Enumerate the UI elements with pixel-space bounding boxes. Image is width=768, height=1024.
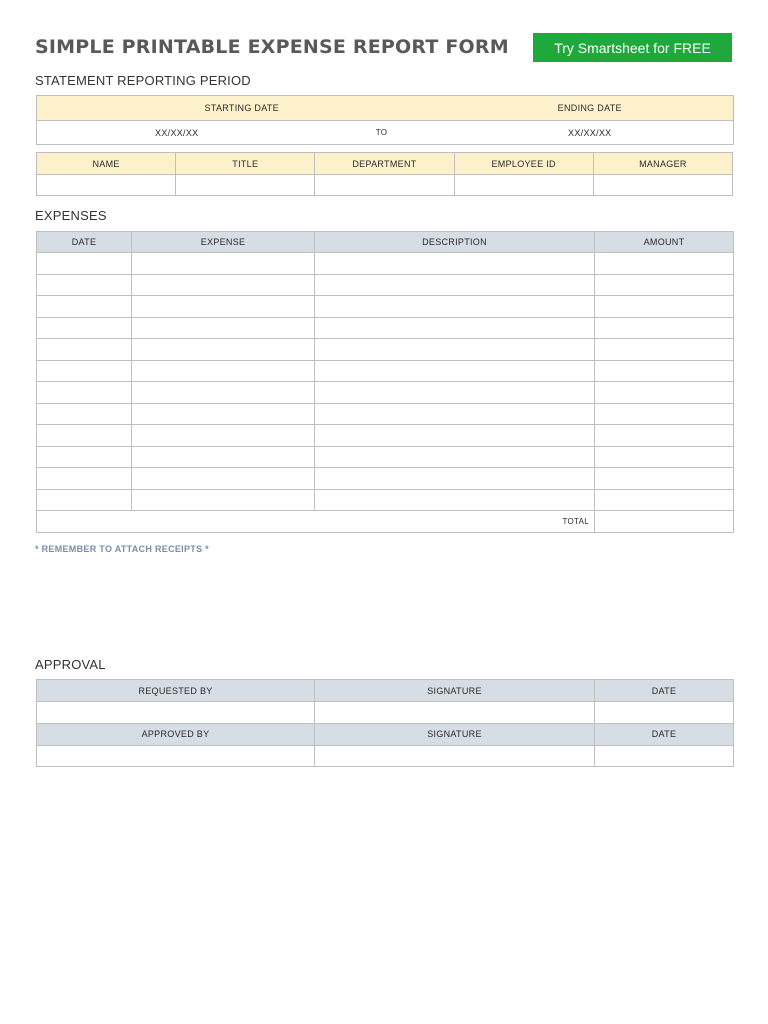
employee-header-employee-id: EMPLOYEE ID (454, 153, 593, 175)
expense-row (37, 296, 734, 318)
expense-cell-expense[interactable] (132, 274, 315, 296)
expense-cell-description[interactable] (315, 446, 595, 468)
expense-cell-amount[interactable] (595, 489, 734, 511)
expense-cell-amount[interactable] (595, 468, 734, 490)
requested-header-requested-by: REQUESTED BY (37, 680, 315, 702)
try-smartsheet-button[interactable]: Try Smartsheet for FREE (533, 33, 732, 62)
requested-field-requested-by[interactable] (37, 702, 315, 724)
approved-header-signature: SIGNATURE (315, 723, 595, 745)
expense-row (37, 468, 734, 490)
expense-cell-date[interactable] (37, 317, 132, 339)
expense-cell-expense[interactable] (132, 253, 315, 275)
expense-cell-amount[interactable] (595, 382, 734, 404)
attach-receipts-note: * REMEMBER TO ATTACH RECEIPTS * (35, 544, 209, 554)
expenses-table (36, 231, 734, 533)
expense-cell-description[interactable] (315, 403, 595, 425)
expense-cell-date[interactable] (37, 274, 132, 296)
expense-cell-date[interactable] (37, 296, 132, 318)
expense-row (37, 489, 734, 511)
expense-cell-amount[interactable] (595, 317, 734, 339)
employee-header-department: DEPARTMENT (315, 153, 454, 175)
expense-row (37, 360, 734, 382)
expense-row (37, 382, 734, 404)
expense-cell-date[interactable] (37, 446, 132, 468)
requested-field-date[interactable] (595, 702, 734, 724)
expense-cell-description[interactable] (315, 274, 595, 296)
ending-date-header: ENDING DATE (447, 96, 734, 121)
expense-cell-amount[interactable] (595, 339, 734, 361)
approval-table (36, 679, 734, 767)
expense-cell-date[interactable] (37, 253, 132, 275)
expense-cell-expense[interactable] (132, 360, 315, 382)
approved-header-approved-by: APPROVED BY (37, 723, 315, 745)
expense-row (37, 339, 734, 361)
employee-header-name: NAME (37, 153, 176, 175)
expenses-header-date: DATE (37, 232, 132, 253)
expense-cell-amount[interactable] (595, 253, 734, 275)
expense-cell-expense[interactable] (132, 339, 315, 361)
employee-field-title[interactable] (176, 175, 315, 196)
expense-cell-expense[interactable] (132, 468, 315, 490)
expense-cell-amount[interactable] (595, 425, 734, 447)
expense-row (37, 425, 734, 447)
approval-label: APPROVAL (35, 657, 106, 672)
expense-cell-amount[interactable] (595, 403, 734, 425)
expense-cell-description[interactable] (315, 253, 595, 275)
employee-field-name[interactable] (37, 175, 176, 196)
employee-field-employee-id[interactable] (454, 175, 593, 196)
expense-cell-description[interactable] (315, 296, 595, 318)
starting-date-value[interactable]: XX/XX/XX (37, 121, 317, 145)
expense-cell-description[interactable] (315, 382, 595, 404)
expense-cell-description[interactable] (315, 468, 595, 490)
expense-cell-amount[interactable] (595, 446, 734, 468)
expense-cell-expense[interactable] (132, 403, 315, 425)
expense-cell-amount[interactable] (595, 274, 734, 296)
ending-date-value[interactable]: XX/XX/XX (447, 121, 734, 145)
expense-cell-description[interactable] (315, 339, 595, 361)
employee-field-department[interactable] (315, 175, 454, 196)
expense-cell-amount[interactable] (595, 360, 734, 382)
expense-row (37, 274, 734, 296)
expense-cell-date[interactable] (37, 489, 132, 511)
expense-cell-description[interactable] (315, 425, 595, 447)
requested-header-date: DATE (595, 680, 734, 702)
employee-field-manager[interactable] (593, 175, 732, 196)
requested-header-signature: SIGNATURE (315, 680, 595, 702)
expenses-header-description: DESCRIPTION (315, 232, 595, 253)
expense-cell-description[interactable] (315, 489, 595, 511)
expense-row (37, 403, 734, 425)
approved-field-signature[interactable] (315, 745, 595, 767)
expense-cell-date[interactable] (37, 339, 132, 361)
expense-cell-description[interactable] (315, 317, 595, 339)
expense-cell-expense[interactable] (132, 446, 315, 468)
expense-cell-amount[interactable] (595, 296, 734, 318)
expense-row (37, 317, 734, 339)
expense-cell-date[interactable] (37, 468, 132, 490)
expense-cell-expense[interactable] (132, 317, 315, 339)
employee-info-table (36, 152, 733, 196)
expense-cell-date[interactable] (37, 382, 132, 404)
starting-date-header: STARTING DATE (37, 96, 447, 121)
expense-cell-date[interactable] (37, 360, 132, 382)
expenses-header-expense: EXPENSE (132, 232, 315, 253)
expense-cell-expense[interactable] (132, 296, 315, 318)
page-title: SIMPLE PRINTABLE EXPENSE REPORT FORM (35, 36, 509, 58)
expense-cell-date[interactable] (37, 403, 132, 425)
approved-field-date[interactable] (595, 745, 734, 767)
approved-field-approved-by[interactable] (37, 745, 315, 767)
expense-row (37, 446, 734, 468)
to-label: TO (317, 121, 447, 145)
expense-row (37, 253, 734, 275)
employee-header-manager: MANAGER (593, 153, 732, 175)
expense-cell-expense[interactable] (132, 489, 315, 511)
approved-header-date: DATE (595, 723, 734, 745)
requested-field-signature[interactable] (315, 702, 595, 724)
expenses-header-amount: AMOUNT (595, 232, 734, 253)
expense-cell-description[interactable] (315, 360, 595, 382)
expense-cell-date[interactable] (37, 425, 132, 447)
expenses-label: EXPENSES (35, 208, 107, 223)
expense-cell-expense[interactable] (132, 382, 315, 404)
total-row (37, 511, 734, 533)
total-amount-field[interactable] (595, 511, 734, 533)
statement-period-label: STATEMENT REPORTING PERIOD (35, 73, 251, 88)
reporting-period-table (36, 95, 734, 145)
expense-cell-expense[interactable] (132, 425, 315, 447)
employee-header-title: TITLE (176, 153, 315, 175)
total-label: TOTAL (37, 511, 595, 533)
